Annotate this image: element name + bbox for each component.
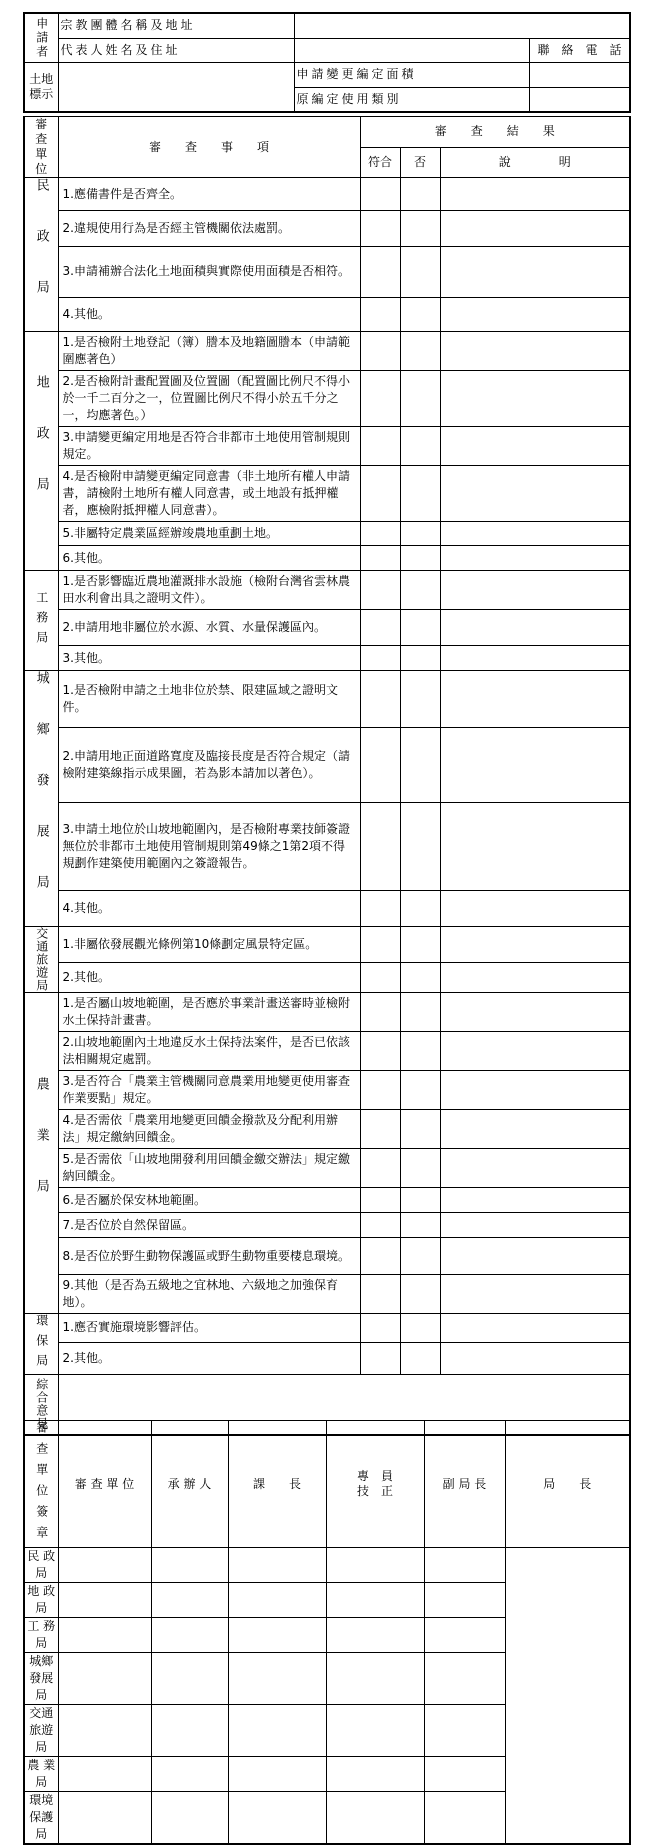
review-row bbox=[24, 466, 630, 522]
review-item: 1.是否檢附申請之土地非位於禁、限建區域之證明文件。 bbox=[58, 671, 360, 728]
applicant-label: 申請者 bbox=[24, 13, 58, 62]
conform-cell[interactable] bbox=[360, 1110, 400, 1149]
no-cell[interactable] bbox=[400, 332, 440, 371]
deputy-sign[interactable] bbox=[326, 1792, 424, 1845]
explain-cell[interactable] bbox=[440, 1342, 630, 1374]
sign-row bbox=[24, 1548, 630, 1583]
deputy-sign[interactable] bbox=[326, 1653, 424, 1705]
review-row bbox=[24, 890, 630, 926]
no-cell[interactable] bbox=[400, 211, 440, 247]
review-row bbox=[24, 297, 630, 331]
review-row bbox=[24, 546, 630, 571]
no-cell[interactable] bbox=[400, 466, 440, 522]
conform-cell[interactable] bbox=[360, 927, 400, 963]
sign-col-handler: 承 辦 人 bbox=[151, 1421, 228, 1548]
deputy-sign[interactable] bbox=[326, 1618, 424, 1653]
review-row bbox=[24, 1314, 630, 1343]
chief-sign[interactable] bbox=[151, 1618, 228, 1653]
review-item: 5.非屬特定農業區經辦竣農地重劃土地。 bbox=[58, 522, 360, 546]
conform-cell[interactable] bbox=[360, 803, 400, 890]
review-item: 1.是否檢附土地登記（簿）謄本及地籍圖謄本（申請範圍應著色） bbox=[58, 332, 360, 371]
conform-cell[interactable] bbox=[360, 962, 400, 992]
conform-cell[interactable] bbox=[360, 671, 400, 728]
land-label: 土地標示 bbox=[24, 62, 58, 112]
no-cell[interactable] bbox=[400, 522, 440, 546]
conform-cell[interactable] bbox=[360, 522, 400, 546]
chief-sign[interactable] bbox=[151, 1705, 228, 1757]
handler-sign[interactable] bbox=[58, 1618, 151, 1653]
conform-cell[interactable] bbox=[360, 297, 400, 331]
sign-unit-name: 工 務 局 bbox=[24, 1618, 58, 1653]
review-item: 4.其他。 bbox=[58, 890, 360, 926]
sign-section-label: 審查單位簽章 bbox=[24, 1421, 58, 1548]
review-unit-label: 環保局 bbox=[24, 1314, 58, 1375]
review-row bbox=[24, 727, 630, 803]
conform-cell[interactable] bbox=[360, 571, 400, 610]
explain-cell[interactable] bbox=[440, 1149, 630, 1188]
review-item: 7.是否位於自然保留區。 bbox=[58, 1213, 360, 1238]
review-row bbox=[24, 1238, 630, 1275]
explain-cell[interactable] bbox=[440, 466, 630, 522]
review-row bbox=[24, 962, 630, 992]
specialist-sign[interactable] bbox=[228, 1653, 326, 1705]
explain-cell[interactable] bbox=[440, 1213, 630, 1238]
conform-cell[interactable] bbox=[360, 371, 400, 427]
explain-cell[interactable] bbox=[440, 927, 630, 963]
sign-unit-name: 環境保護局 bbox=[24, 1792, 58, 1845]
review-item: 9.其他（是否為五級地之宜林地、六級地之加強保育地）。 bbox=[58, 1275, 360, 1314]
no-cell[interactable] bbox=[400, 890, 440, 926]
review-row bbox=[24, 427, 630, 466]
land-field[interactable] bbox=[58, 62, 294, 112]
no-cell[interactable] bbox=[400, 1032, 440, 1071]
sign-unit-name: 交通旅遊局 bbox=[24, 1705, 58, 1757]
review-row bbox=[24, 211, 630, 247]
review-row bbox=[24, 1275, 630, 1314]
conform-cell[interactable] bbox=[360, 1213, 400, 1238]
specialist-label: 專 員 bbox=[356, 1469, 393, 1483]
explain-cell[interactable] bbox=[440, 1188, 630, 1213]
handler-sign[interactable] bbox=[58, 1653, 151, 1705]
review-item: 5.是否需依「山坡地開發利用回饋金繳交辦法」規定繳納回饋金。 bbox=[58, 1149, 360, 1188]
conform-header: 符合 bbox=[360, 147, 400, 178]
no-cell[interactable] bbox=[400, 727, 440, 803]
representative-field[interactable] bbox=[294, 38, 529, 62]
orig-use-field[interactable] bbox=[529, 87, 630, 112]
no-cell[interactable] bbox=[400, 671, 440, 728]
review-item: 6.其他。 bbox=[58, 546, 360, 571]
review-unit-label: 農業局 bbox=[24, 993, 58, 1314]
explain-cell[interactable] bbox=[440, 571, 630, 610]
no-cell[interactable] bbox=[400, 1213, 440, 1238]
director-sign[interactable] bbox=[424, 1583, 505, 1618]
conform-cell[interactable] bbox=[360, 1071, 400, 1110]
sign-col-director: 局 長 bbox=[505, 1421, 630, 1548]
review-item: 4.其他。 bbox=[58, 297, 360, 331]
review-item: 1.應否實施環境影響評估。 bbox=[58, 1314, 360, 1343]
no-cell[interactable] bbox=[400, 546, 440, 571]
review-item: 1.應備書件是否齊全。 bbox=[58, 178, 360, 211]
no-cell[interactable] bbox=[400, 646, 440, 671]
chief-sign[interactable] bbox=[151, 1583, 228, 1618]
review-row bbox=[24, 1188, 630, 1213]
conform-cell[interactable] bbox=[360, 610, 400, 646]
area-label: 申請變更編定面積 bbox=[294, 62, 529, 87]
no-cell[interactable] bbox=[400, 1149, 440, 1188]
conform-cell[interactable] bbox=[360, 1342, 400, 1374]
handler-sign[interactable] bbox=[58, 1583, 151, 1618]
conform-cell[interactable] bbox=[360, 727, 400, 803]
explain-cell[interactable] bbox=[440, 1238, 630, 1275]
chief-sign[interactable] bbox=[151, 1757, 228, 1792]
review-item: 2.申請用地正面道路寬度及臨接長度是否符合規定（請檢附建築線指示成果圖，若為影本請加以著色）。 bbox=[58, 727, 360, 803]
review-unit-label: 城鄉發展局 bbox=[24, 671, 58, 927]
review-row bbox=[24, 178, 630, 211]
no-cell[interactable] bbox=[400, 927, 440, 963]
no-cell[interactable] bbox=[400, 1238, 440, 1275]
explain-cell[interactable] bbox=[440, 1071, 630, 1110]
explain-cell[interactable] bbox=[440, 1314, 630, 1343]
explain-cell[interactable] bbox=[440, 803, 630, 890]
explain-cell[interactable] bbox=[440, 671, 630, 728]
specialist-sign[interactable] bbox=[228, 1792, 326, 1845]
explain-cell[interactable] bbox=[440, 962, 630, 992]
specialist-sign[interactable] bbox=[228, 1548, 326, 1583]
review-unit-header: 審查單位 bbox=[24, 117, 58, 178]
sign-row bbox=[24, 1653, 630, 1705]
sign-unit-name: 地 政 局 bbox=[24, 1583, 58, 1618]
conform-cell[interactable] bbox=[360, 211, 400, 247]
no-cell[interactable] bbox=[400, 371, 440, 427]
deputy-sign[interactable] bbox=[326, 1583, 424, 1618]
director-sign[interactable] bbox=[424, 1548, 505, 1583]
review-unit-label: 工務局 bbox=[24, 571, 58, 671]
explain-cell[interactable] bbox=[440, 178, 630, 211]
conform-cell[interactable] bbox=[360, 427, 400, 466]
sign-unit-name: 民 政 局 bbox=[24, 1548, 58, 1583]
director-sign[interactable] bbox=[424, 1705, 505, 1757]
review-row bbox=[24, 803, 630, 890]
specialist-sign[interactable] bbox=[228, 1757, 326, 1792]
review-row bbox=[24, 610, 630, 646]
review-row bbox=[24, 646, 630, 671]
explain-cell[interactable] bbox=[440, 297, 630, 331]
review-item: 2.違規使用行為是否經主管機關依法處罰。 bbox=[58, 211, 360, 247]
review-result-header: 審 查 結 果 bbox=[360, 117, 630, 148]
conform-cell[interactable] bbox=[360, 178, 400, 211]
deputy-sign[interactable] bbox=[326, 1757, 424, 1792]
review-unit-label: 地政局 bbox=[24, 332, 58, 571]
handler-sign[interactable] bbox=[58, 1757, 151, 1792]
explain-cell[interactable] bbox=[440, 522, 630, 546]
no-cell[interactable] bbox=[400, 178, 440, 211]
review-item: 3.申請補辦合法化土地面積與實際使用面積是否相符。 bbox=[58, 246, 360, 297]
review-row bbox=[24, 1071, 630, 1110]
summary-label: 綜合意見 bbox=[24, 1375, 58, 1435]
sign-col-deputy: 副 局 長 bbox=[424, 1421, 505, 1548]
conform-cell[interactable] bbox=[360, 890, 400, 926]
representative-label: 代表人姓名及住址 bbox=[58, 38, 294, 62]
conform-cell[interactable] bbox=[360, 246, 400, 297]
chief-sign[interactable] bbox=[151, 1548, 228, 1583]
conform-cell[interactable] bbox=[360, 546, 400, 571]
review-row bbox=[24, 927, 630, 963]
review-row bbox=[24, 1213, 630, 1238]
explain-cell[interactable] bbox=[440, 890, 630, 926]
org-name-field[interactable] bbox=[294, 13, 630, 38]
review-row bbox=[24, 1032, 630, 1071]
conform-cell[interactable] bbox=[360, 1238, 400, 1275]
conform-cell[interactable] bbox=[360, 466, 400, 522]
review-item: 3.是否符合「農業主管機關同意農業用地變更使用審查作業要點」規定。 bbox=[58, 1071, 360, 1110]
explain-cell[interactable] bbox=[440, 1275, 630, 1314]
review-item: 2.其他。 bbox=[58, 1342, 360, 1374]
explain-cell[interactable] bbox=[440, 546, 630, 571]
director-sign[interactable] bbox=[424, 1757, 505, 1792]
review-item: 3.申請變更編定用地是否符合非都市土地使用管制規則規定。 bbox=[58, 427, 360, 466]
review-row bbox=[24, 1342, 630, 1374]
explain-cell[interactable] bbox=[440, 211, 630, 247]
chief-sign[interactable] bbox=[151, 1653, 228, 1705]
explain-cell[interactable] bbox=[440, 993, 630, 1032]
no-cell[interactable] bbox=[400, 246, 440, 297]
sign-table bbox=[23, 1420, 631, 1845]
review-unit-label: 民政局 bbox=[24, 178, 58, 332]
conform-cell[interactable] bbox=[360, 1275, 400, 1314]
review-row bbox=[24, 671, 630, 728]
no-cell[interactable] bbox=[400, 297, 440, 331]
conform-cell[interactable] bbox=[360, 1314, 400, 1343]
review-body bbox=[24, 178, 630, 1375]
sign-body bbox=[24, 1548, 630, 1845]
review-item: 4.是否需依「農業用地變更回饋金撥款及分配利用辦法」規定繳納回饋金。 bbox=[58, 1110, 360, 1149]
deputy-sign[interactable] bbox=[326, 1705, 424, 1757]
review-row bbox=[24, 1110, 630, 1149]
specialist-sign[interactable] bbox=[228, 1583, 326, 1618]
sign-col-chief: 課 長 bbox=[228, 1421, 326, 1548]
director-sign[interactable] bbox=[424, 1653, 505, 1705]
review-row bbox=[24, 571, 630, 610]
review-item: 8.是否位於野生動物保護區或野生動物重要棲息環境。 bbox=[58, 1238, 360, 1275]
sign-col-unit: 審 查 單 位 bbox=[58, 1421, 151, 1548]
review-row bbox=[24, 522, 630, 546]
sign-unit-name: 城鄉發展局 bbox=[24, 1653, 58, 1705]
specialist-sign[interactable] bbox=[228, 1705, 326, 1757]
review-row bbox=[24, 246, 630, 297]
review-item: 2.山坡地範圍內土地違反水土保持法案件，是否已依該法相關規定處罰。 bbox=[58, 1032, 360, 1071]
area-field[interactable] bbox=[529, 62, 630, 87]
explain-cell[interactable] bbox=[440, 646, 630, 671]
explain-cell[interactable] bbox=[440, 246, 630, 297]
no-cell[interactable] bbox=[400, 1110, 440, 1149]
explain-cell[interactable] bbox=[440, 427, 630, 466]
org-name-label: 宗教團體名稱及地址 bbox=[58, 13, 294, 38]
conform-cell[interactable] bbox=[360, 1188, 400, 1213]
explain-header: 說 明 bbox=[440, 147, 630, 178]
chief-sign[interactable] bbox=[151, 1792, 228, 1845]
review-item: 1.非屬依發展觀光條例第10條劃定風景特定區。 bbox=[58, 927, 360, 963]
review-item: 2.是否檢附計畫配置圖及位置圖（配置圖比例尺不得小於一千二百分之一，位置圖比例尺不得小於五千分之一，均應著色。） bbox=[58, 371, 360, 427]
review-row bbox=[24, 332, 630, 371]
deputy-sign[interactable] bbox=[326, 1548, 424, 1583]
handler-sign[interactable] bbox=[58, 1705, 151, 1757]
sign-row bbox=[24, 1705, 630, 1757]
no-cell[interactable] bbox=[400, 1342, 440, 1374]
conform-cell[interactable] bbox=[360, 332, 400, 371]
review-row bbox=[24, 993, 630, 1032]
review-table bbox=[23, 116, 631, 1436]
specialist-sign[interactable] bbox=[228, 1618, 326, 1653]
explain-cell[interactable] bbox=[440, 1032, 630, 1071]
no-cell[interactable] bbox=[400, 962, 440, 992]
application-header-table bbox=[23, 12, 631, 113]
sign-unit-name: 農 業 局 bbox=[24, 1757, 58, 1792]
review-row bbox=[24, 371, 630, 427]
sign-row bbox=[24, 1618, 630, 1653]
handler-sign[interactable] bbox=[58, 1792, 151, 1845]
sign-row bbox=[24, 1583, 630, 1618]
no-cell[interactable] bbox=[400, 1314, 440, 1343]
explain-cell[interactable] bbox=[440, 332, 630, 371]
conform-cell[interactable] bbox=[360, 1149, 400, 1188]
conform-cell[interactable] bbox=[360, 993, 400, 1032]
director-sign[interactable] bbox=[424, 1792, 505, 1845]
review-row bbox=[24, 1149, 630, 1188]
no-cell[interactable] bbox=[400, 803, 440, 890]
sign-row bbox=[24, 1792, 630, 1845]
no-cell[interactable] bbox=[400, 427, 440, 466]
no-cell[interactable] bbox=[400, 1188, 440, 1213]
review-item: 4.是否檢附申請變更編定同意書（非土地所有權人申請書，請檢附土地所有權人同意書，或土地設有抵押權者，應檢附抵押權人同意書）。 bbox=[58, 466, 360, 522]
sign-row bbox=[24, 1757, 630, 1792]
explain-cell[interactable] bbox=[440, 727, 630, 803]
review-item: 3.申請土地位於山坡地範圍內，是否檢附專業技師簽證無位於非都市土地使用管制規則第49條之1第2項不得規劃作建築使用範圍內之簽證報告。 bbox=[58, 803, 360, 890]
review-item: 2.其他。 bbox=[58, 962, 360, 992]
conform-cell[interactable] bbox=[360, 646, 400, 671]
no-header: 否 bbox=[400, 147, 440, 178]
technician-label: 技 正 bbox=[356, 1484, 393, 1498]
review-item: 3.其他。 bbox=[58, 646, 360, 671]
no-cell[interactable] bbox=[400, 1071, 440, 1110]
review-item: 1.是否屬山坡地範圍，是否應於事業計畫送審時並檢附水土保持計畫書。 bbox=[58, 993, 360, 1032]
no-cell[interactable] bbox=[400, 993, 440, 1032]
explain-cell[interactable] bbox=[440, 371, 630, 427]
review-item: 6.是否屬於保安林地範圍。 bbox=[58, 1188, 360, 1213]
explain-cell[interactable] bbox=[440, 1110, 630, 1149]
handler-sign[interactable] bbox=[58, 1548, 151, 1583]
review-item: 1.是否影響臨近農地灌溉排水設施（檢附台灣省雲林農田水利會出具之證明文件）。 bbox=[58, 571, 360, 610]
sign-col-specialist bbox=[326, 1421, 424, 1548]
explain-cell[interactable] bbox=[440, 610, 630, 646]
review-matters-header: 審 查 事 項 bbox=[58, 117, 360, 178]
no-cell[interactable] bbox=[400, 610, 440, 646]
no-cell[interactable] bbox=[400, 571, 440, 610]
phone-label: 聯 絡 電 話 bbox=[529, 38, 630, 62]
conform-cell[interactable] bbox=[360, 1032, 400, 1071]
review-unit-label: 交通旅遊局 bbox=[24, 927, 58, 993]
review-item: 2.申請用地非屬位於水源、水質、水量保護區內。 bbox=[58, 610, 360, 646]
no-cell[interactable] bbox=[400, 1275, 440, 1314]
orig-use-label: 原編定使用類別 bbox=[294, 87, 529, 112]
director-sign[interactable] bbox=[424, 1618, 505, 1653]
